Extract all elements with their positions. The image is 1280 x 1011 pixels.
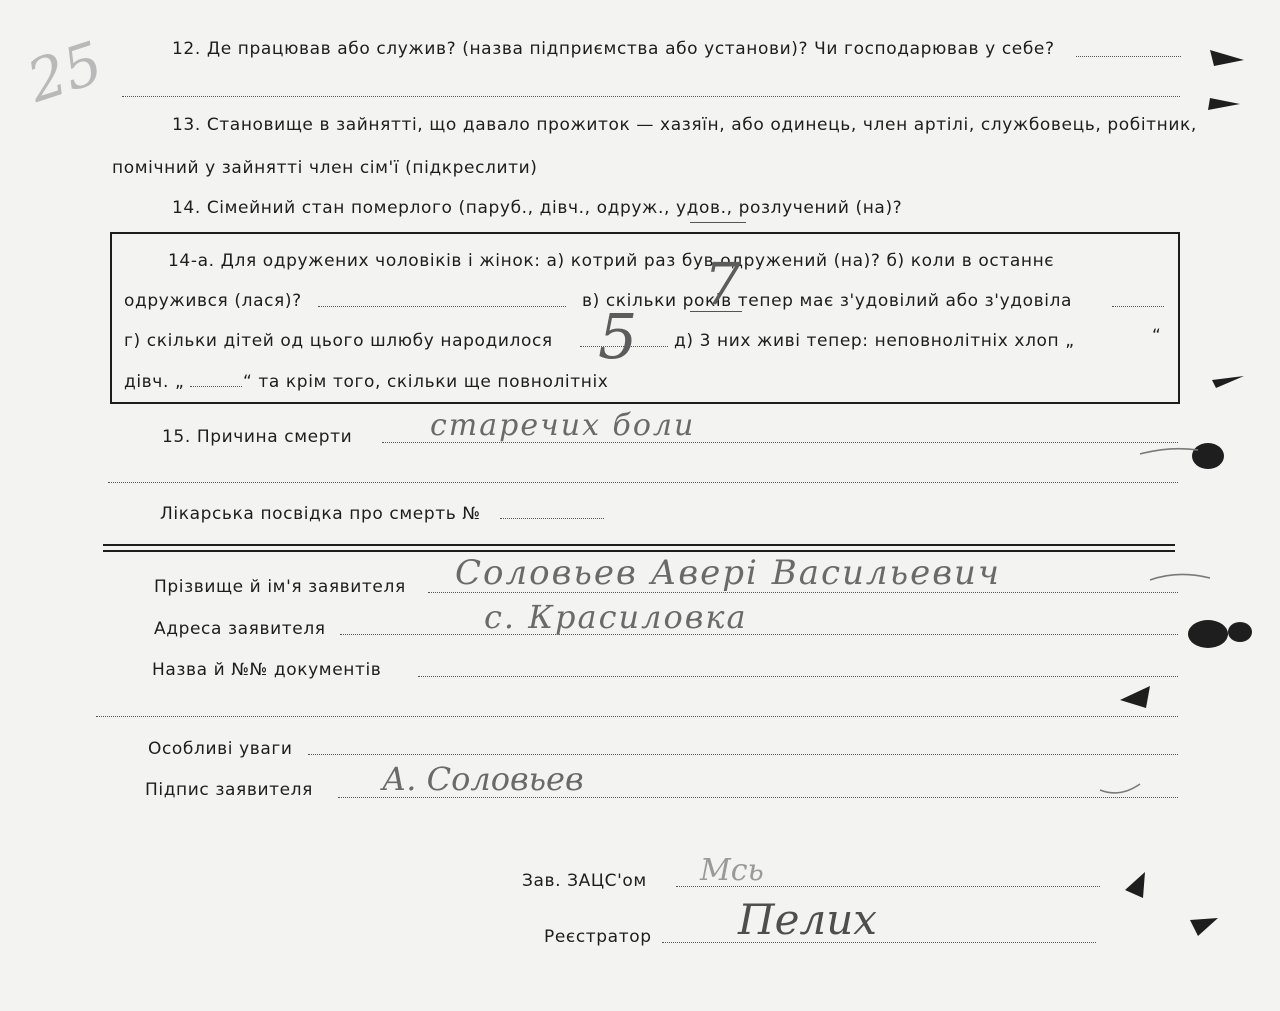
registrar-label: Реєстратор	[544, 927, 652, 947]
question-14a-line-4a: дівч. „	[124, 372, 185, 392]
applicant-documents-label: Назва й №№ документів	[152, 660, 382, 680]
special-notes-label: Особливі уваги	[148, 739, 293, 759]
question-14: 14. Сімейний стан померлого (паруб., дівч., одруж., удов., розлучений (на)?	[172, 198, 903, 218]
zags-head-signature: Мсь	[700, 853, 764, 888]
applicant-address-value: с. Красиловка	[484, 598, 748, 636]
question-15-label: 15. Причина смерти	[162, 427, 353, 447]
margin-page-number: 25	[19, 28, 111, 116]
zags-head-label: Зав. ЗАЦС'ом	[522, 871, 647, 891]
question-14a-line-4b: “ та крім того, скільки ще повнолітніх	[243, 372, 609, 392]
handwritten-count-seven: 7	[704, 250, 741, 318]
medical-certificate-label: Лікарська посвідка про смерть №	[160, 504, 481, 524]
question-13-line-1: 13. Становище в зайнятті, що давало прожиток — хазяїн, або одинець, член артілі, службовець, робітник,	[172, 115, 1197, 135]
question-13-line-2: помічний у зайнятті член сім'ї (підкреслити)	[112, 158, 538, 178]
question-14a-line-1: 14-а. Для одружених чоловіків і жінок: а) котрий раз був одружений (на)? б) коли в останнє	[168, 251, 1055, 271]
question-12: 12. Де працював або служив? (назва підприємства або установи)? Чи господарював у себе?	[172, 39, 1055, 59]
question-14a-line-2b: в) скільки років тепер має з'удовілий або з'удовіла	[582, 291, 1073, 311]
handwritten-children-five: 5	[598, 300, 638, 373]
applicant-name-label: Прізвище й ім'я заявителя	[154, 577, 406, 597]
question-14a-line-2a: одружився (лася)?	[124, 291, 302, 311]
question-14a-line-3c: “	[1152, 326, 1162, 346]
applicant-address-label: Адреса заявителя	[154, 619, 326, 639]
applicant-signature-value: А. Соловьев	[382, 760, 584, 798]
question-14a-line-3b: д) 3 них живі тепер: неповнолітніх хлоп „	[674, 331, 1075, 351]
cause-of-death-value: старечих боли	[430, 408, 696, 443]
applicant-signature-label: Підпис заявителя	[145, 780, 313, 800]
applicant-name-value: Соловьев Авері Васильевич	[455, 553, 1002, 593]
registrar-signature: Пелих	[738, 895, 877, 944]
question-14a-line-3a: г) скільки дітей од цього шлюбу народилося	[124, 331, 553, 351]
